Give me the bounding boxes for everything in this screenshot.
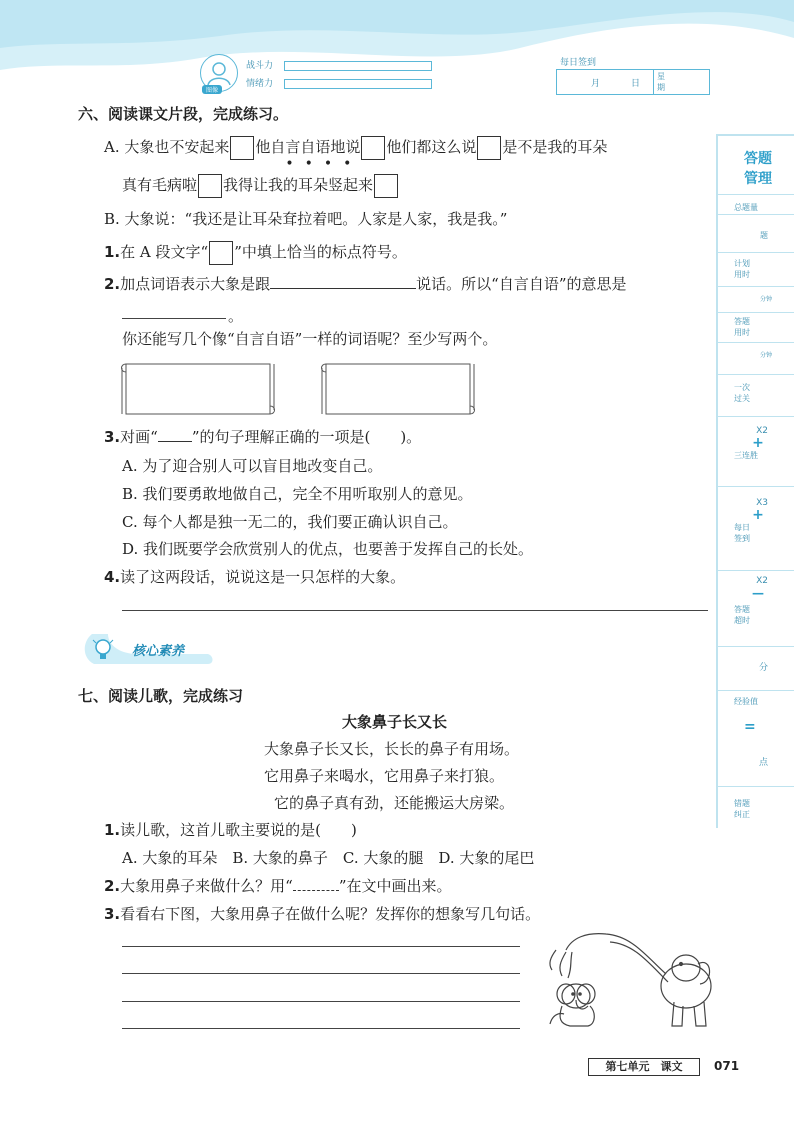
plan-time-minutes[interactable]: 分钟 xyxy=(718,286,794,313)
core-literacy-banner xyxy=(78,632,218,666)
q6-4: 4.读了这两段话，说说这是一只怎样的大象。 xyxy=(104,568,406,586)
emotion-label: 情绪力 xyxy=(246,79,274,89)
writing-line[interactable] xyxy=(122,946,520,947)
checkin-month: 月 xyxy=(591,79,601,89)
q6-2-more: 你还能写几个像“自言自语”一样的词语呢？至少写两个。 xyxy=(122,330,498,348)
avatar-caption: 图像 xyxy=(202,85,222,94)
total-unit[interactable]: 题 xyxy=(718,214,794,253)
scroll-answer-box[interactable] xyxy=(318,360,478,418)
blank-box[interactable] xyxy=(209,241,233,265)
section6-title: 六、阅读课文片段，完成练习。 xyxy=(78,105,289,123)
page-number: 071 xyxy=(714,1059,740,1073)
q7-1-options[interactable]: A. 大象的耳朵 B. 大象的鼻子 C. 大象的腿 D. 大象的尾巴 xyxy=(122,849,535,867)
section7-title: 七、阅读儿歌，完成练习 xyxy=(78,687,244,705)
daily-checkin: X3 + 每日 签到 xyxy=(718,486,794,571)
overtime: X2 — 答题 超时 xyxy=(718,570,794,647)
passage-a-dotted: 他自言自语地说 •••• xyxy=(255,138,363,172)
experience[interactable]: 经验值 = 点 xyxy=(718,690,794,787)
combat-bar xyxy=(284,61,432,71)
checkin-title: 每日签到 xyxy=(560,58,597,68)
score[interactable]: 分 xyxy=(718,646,794,691)
q7-1: 1.读儿歌，这首儿歌主要说的是( ) xyxy=(104,821,357,839)
pass-once: 一次 过关 xyxy=(718,374,794,417)
poem-title: 大象鼻子长又长 xyxy=(342,713,448,731)
combat-label: 战斗力 xyxy=(246,61,274,71)
answer-line[interactable] xyxy=(122,318,226,319)
blank-box[interactable] xyxy=(477,136,501,160)
blank-box[interactable] xyxy=(230,136,254,160)
answer-line[interactable] xyxy=(270,274,416,289)
banner-label: 核心素养 xyxy=(132,644,185,659)
checkin-day: 日 xyxy=(631,79,641,89)
error-correction[interactable]: 错题 纠正 xyxy=(734,799,750,819)
answer-management-panel xyxy=(716,134,794,828)
passage-b: B. 大象说：“我还是让耳朵耷拉着吧。人家是人家，我是我。” xyxy=(104,210,508,228)
scroll-answer-box[interactable] xyxy=(118,360,278,418)
three-streak: X2 + 三连胜 xyxy=(718,416,794,487)
checkin-box xyxy=(556,69,710,95)
answer-line[interactable] xyxy=(122,610,708,611)
answer-time-minutes[interactable]: 分钟 xyxy=(718,342,794,375)
plan-time: 计划 用时 xyxy=(718,252,794,287)
poem-line-1: 大象鼻子长又长，长长的鼻子有用场。 xyxy=(264,740,520,758)
q7-2: 2.大象用鼻子来做什么？用“ ”在文中画出来。 xyxy=(104,877,452,895)
panel-title: 答题 管理 xyxy=(718,136,794,195)
q6-3-option-a[interactable]: A. 为了迎合别人可以盲目地改变自己。 xyxy=(122,457,383,475)
q6-1: 1.在 A 段文字“ ”中填上恰当的标点符号。 xyxy=(104,241,407,265)
q6-3-option-d[interactable]: D. 我们既要学会欣赏别人的优点，也要善于发挥自己的长处。 xyxy=(122,540,534,558)
passage-a-line2: 真有毛病啦 我得让我的耳朵竖起来 xyxy=(122,174,399,198)
checkin-week-bottom: 期 xyxy=(657,83,665,92)
writing-line[interactable] xyxy=(122,1028,520,1029)
elephant-illustration xyxy=(536,926,716,1036)
q6-3-option-b[interactable]: B. 我们要勇敢地做自己，完全不用听取别人的意见。 xyxy=(122,485,473,503)
q6-3-option-c[interactable]: C. 每个人都是独一无二的，我们要正确认识自己。 xyxy=(122,513,458,531)
emotion-bar xyxy=(284,79,432,89)
q6-2: 2.加点词语表示大象是跟 说话。所以“自言自语”的意思是 xyxy=(104,275,627,293)
poem-line-3: 它的鼻子真有劲，还能搬运大房梁。 xyxy=(274,794,515,812)
answer-time: 答题 用时 xyxy=(718,312,794,343)
q7-3: 3.看看右下图，大象用鼻子在做什么呢？发挥你的想象写几句话。 xyxy=(104,905,541,923)
q6-2-end: 。 xyxy=(228,307,244,325)
blank-box[interactable] xyxy=(198,174,222,198)
poem-line-2: 它用鼻子来喝水，它用鼻子来打狼。 xyxy=(264,767,505,785)
writing-line[interactable] xyxy=(122,973,520,974)
total-questions: 总题量 xyxy=(718,194,794,215)
passage-a-line1: A. 大象也不安起来 他自言自语地说 •••• 他们都这么说 是不是我的耳朵 xyxy=(104,138,608,172)
q6-3: 3.对画“ ”的句子理解正确的一项是( )。 xyxy=(104,428,422,446)
blank-box[interactable] xyxy=(374,174,398,198)
unit-label: 第七单元 课文 xyxy=(588,1058,700,1076)
blank-box[interactable] xyxy=(361,136,385,160)
lightbulb-icon xyxy=(90,636,116,664)
writing-line[interactable] xyxy=(122,1001,520,1002)
checkin-week-top: 星 xyxy=(657,72,665,81)
